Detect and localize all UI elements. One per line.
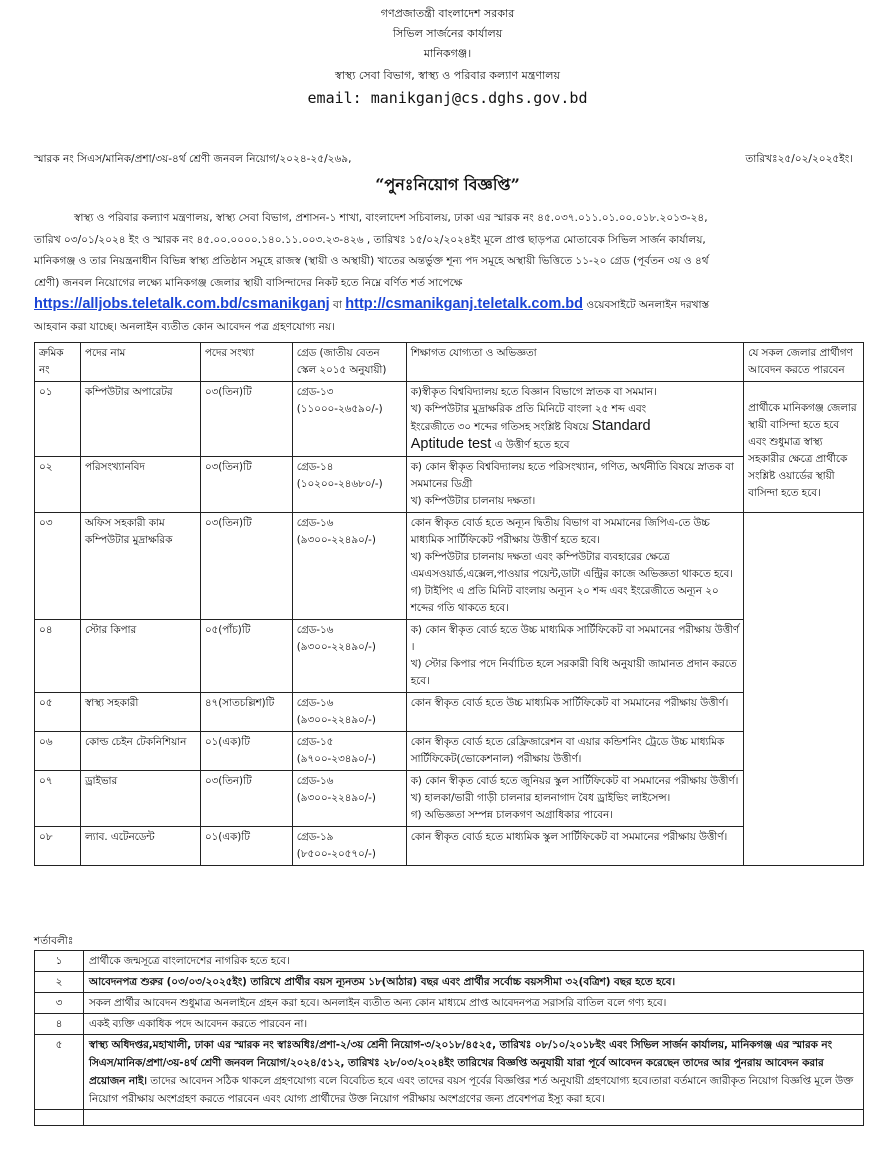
grade-label: গ্রেড-১৬ (296, 697, 334, 709)
office-email: email: manikganj@cs.dghs.gov.bd (307, 89, 588, 107)
qualification-line (411, 418, 739, 436)
conditions-label: শর্তাবলীঃ (34, 935, 74, 947)
links-suffix: ওয়েবসাইটে অনলাইন দরখাস্ত (582, 299, 710, 311)
memo-date: তারিখঃ২৫/০২/২০২৫ইং। (745, 153, 853, 165)
intro-line: শ্রেণী) জনবল নিয়োগের লক্ষ্যে মানিকগঞ্জ জেলার স্থায়ী বাসিন্দাদের নিকট হতে নিম্নে বর্ণিত শর্ত সাপেক্ষে (34, 276, 463, 289)
cell-serial: ০৭ (35, 771, 81, 827)
cell-grade (292, 620, 406, 693)
page-title: “পুনঃনিয়োগ বিজ্ঞপ্তি” (375, 175, 520, 194)
col-count: পদের সংখ্যা (200, 343, 292, 382)
cell-grade (292, 457, 406, 513)
condition-row (35, 972, 864, 993)
condition-text: সকল প্রার্থীর আবেদন শুধুমাত্র অনলাইনে গ্রহন করা হবে। অনলাইন ব্যতীত অন্য কোন মাধ্যমে প্রাপ্ত আবেদনপত্র সরাসরি বাতিল বলে গণ্য হবে। (84, 993, 864, 1014)
col-post: পদের নাম (80, 343, 200, 382)
grade-label: গ্রেড-১৬ (296, 624, 334, 636)
qualification-line: গ) অভিজ্ঞতা সম্পন্ন চালকগণ অগ্রাধিকার পাবেন। (410, 809, 613, 821)
condition-text: একই ব্যক্তি একাধিক পদে আবেদন করতে পারবেন না। (84, 1014, 864, 1035)
teletalk-link[interactable]: http://csmanikganj.teletalk.com.bd (345, 296, 583, 312)
grade-label: গ্রেড-১৩ (296, 386, 334, 398)
table-header-row (35, 343, 864, 382)
grade-label: গ্রেড-১৪ (296, 461, 334, 473)
cell-post: স্বাস্থ্য সহকারী (80, 693, 200, 732)
cell-qualification (406, 457, 743, 513)
condition-number: ৩ (35, 993, 84, 1014)
condition-plain-text: তাদের আবেদন সঠিক থাকলে গ্রহণযোগ্য বলে বিবেচিত হবে এবং তাদের বয়স পূর্বের বিজ্ঞপ্তির শর্ত অনুযায়ী গ্রহণযোগ্য হবে।তারা বর্তমানে জারীকৃত নিয়োগ বিজ্ঞপ্তি মূলে উক্ত নিয়োগ পরীক্ষায় অংশগ্রহণ করতে পারবেন এবং যোগ্য প্রার্থীদের উক্ত নিয়োগ পরীক্ষায় অংশগ্রণের জন্য প্রবেশপত্র ইস্যু করা হবে। (89, 1075, 854, 1105)
table-row (35, 693, 864, 732)
condition-text (84, 1035, 864, 1110)
cell-serial: ০৫ (35, 693, 81, 732)
cell-qualification (406, 620, 743, 693)
table-row (35, 382, 864, 457)
cell-serial: ০৪ (35, 620, 81, 693)
qualification-line: গ) টাইপিং এ প্রতি মিনিট বাংলায় অন্যূন ২০ শব্দ এবং ইংরেজীতে অন্যূন ২০ শব্দের গতি থাকতে হবে। (410, 585, 719, 614)
cell-grade (292, 771, 406, 827)
cell-grade (292, 382, 406, 457)
qualification-line: খ) স্টোর কিপার পদে নির্বাচিত হলে সরকারী বিধি অনুযায়ী জামানত প্রদান করতে হবে। (410, 658, 737, 687)
cell-post: পরিসংখ্যানবিদ (80, 457, 200, 513)
condition-row (35, 1110, 864, 1126)
cell-qualification (406, 771, 743, 827)
cell-serial: ০২ (35, 457, 81, 513)
qualification-line: কোন স্বীকৃত বোর্ড হতে রেফ্রিজারেশন বা এয়ার কন্ডিশনিং ট্রেডে উচ্চ মাধ্যমিক সার্টিফিকেট(ভোকেশনাল) পরীক্ষায় উত্তীর্ণ। (410, 736, 725, 765)
intro-links-line (34, 294, 864, 317)
cell-qualification (406, 732, 743, 771)
condition-row (35, 1035, 864, 1110)
cell-post: ড্রাইভার (80, 771, 200, 827)
grade-label: গ্রেড-১৫ (296, 736, 334, 748)
qualification-line: ক)স্বীকৃত বিশ্ববিদ্যালয় হতে বিজ্ঞান বিভাগে স্নাতক বা সমমান। (410, 386, 657, 398)
cell-qualification (406, 513, 743, 620)
condition-row (35, 1014, 864, 1035)
qualification-text: ইংরেজীতে ৩০ শব্দের গতিসহ সংশ্লিষ্ট বিষয়ে (410, 421, 592, 433)
cell-grade (292, 732, 406, 771)
table-row (35, 771, 864, 827)
pay-scale: (৯৩০০-২২৪৯০/-) (296, 792, 376, 804)
pay-scale: (১০২০০-২৪৬৮০/-) (296, 478, 383, 490)
link-connector: বা (329, 299, 346, 311)
cell-serial: ০১ (35, 382, 81, 457)
cell-serial: ০৮ (35, 827, 81, 866)
condition-row (35, 993, 864, 1014)
pay-scale: (৯৩০০-২২৪৯০/-) (296, 534, 376, 546)
grade-label: গ্রেড-১৬ (296, 775, 334, 787)
cell-count: ০৩(তিন)টি (200, 382, 292, 457)
cell-post: ল্যাব. এটেনডেন্ট (80, 827, 200, 866)
cell-post: কম্পিউটার অপারেটর (80, 382, 200, 457)
condition-bold-text: আবেদনপত্র শুরুর (০৩/০৩/২০২৫ইং) তারিখে প্রার্থীর বয়স ন্যূনতম ১৮(আঠার) বছর এবং প্রার্থীর সর্বোচ্চ বয়সসীমা ৩২(বত্রিশ) বছর হতে হবে। (89, 976, 676, 988)
cell-serial: ০৩ (35, 513, 81, 620)
col-districts: যে সকল জেলার প্রার্থীগণ আবেদন করতে পারবেন (744, 343, 864, 382)
condition-text (84, 1110, 864, 1126)
condition-number (35, 1110, 84, 1126)
cell-count: ০৩(তিন)টি (200, 771, 292, 827)
office-location: মানিকগঞ্জ। (423, 47, 472, 60)
cell-qualification (406, 382, 743, 457)
qualification-line: কোন স্বীকৃত বোর্ড হতে অন্যূন দ্বিতীয় বিভাগ বা সমমানের জিপিএ-তে উচ্চ মাধ্যমিক সার্টিফিকেট পরীক্ষায় উত্তীর্ণ হতে হবে। (410, 517, 710, 546)
qualification-line: খ) কম্পিউটার মুদ্রাক্ষরিক প্রতি মিনিটে বাংলা ২৫ শব্দ এবং (410, 403, 647, 415)
qualification-line (411, 436, 739, 454)
cell-districts-empty (744, 513, 864, 866)
cell-districts: প্রার্থীকে মানিকগঞ্জ জেলার স্থায়ী বাসিন্দা হতে হবে এবং শুধুমাত্র স্বাস্থ্য সহকারীর ক্ষেত্রে প্রার্থীকে সংশ্লিষ্ট ওয়ার্ডের স্থায়ী বাসিন্দা হতে হবে। (744, 382, 864, 513)
intro-line: স্বাস্থ্য ও পরিবার কল্যাণ মন্ত্রণালয়, স্বাস্থ্য সেবা বিভাগ, প্রশাসন-১ শাখা, বাংলাদেশ সচিবালয়, ঢাকা এর স্মারক নং ৪৫.০৩৭.০১১.০১.০০.০১৮.২০১৩-২৪, (74, 212, 708, 224)
grade-label: গ্রেড-১৬ (296, 517, 334, 529)
condition-number: ১ (35, 951, 84, 972)
qualification-line: খ) কম্পিউটার চালনায় দক্ষতা। (410, 495, 536, 507)
col-serial: ক্রমিক নং (35, 343, 81, 382)
cell-qualification (406, 827, 743, 866)
cell-count: ০৩(তিন)টি (200, 457, 292, 513)
qualification-line: ক) কোন স্বীকৃত বোর্ড হতে জুনিয়র স্কুল সার্টিফিকেট বা সমমানের পরীক্ষায় উত্তীর্ণ। (410, 775, 739, 787)
condition-number: ৪ (35, 1014, 84, 1035)
cell-count: ৪৭(সাতচল্লিশ)টি (200, 693, 292, 732)
qualification-line: কোন স্বীকৃত বোর্ড হতে মাধ্যমিক স্কুল সার্টিফিকেট বা সমমানের পরীক্ষায় উত্তীর্ণ। (410, 831, 728, 843)
ministry-name: স্বাস্থ্য সেবা বিভাগ, স্বাস্থ্য ও পরিবার কল্যাণ মন্ত্রণালয় (335, 69, 560, 82)
jobs-table (34, 342, 864, 866)
qualification-line: খ) কম্পিউটার চালনায় দক্ষতা এবং কম্পিউটার ব্যবহারের ক্ষেত্রে এমএসওয়ার্ড,এক্সেল,পাওয়ার পয়েন্ট,ডাটা এন্ট্রির কাজে অভিজ্ঞতা থাকতে হবে। (410, 551, 733, 580)
qualification-en: Aptitude test (410, 436, 492, 452)
qualification-text: এ উত্তীর্ণ হতে হবে (491, 439, 570, 451)
condition-row (35, 951, 864, 972)
office-name: সিভিল সার্জনের কার্যালয় (392, 27, 503, 40)
cell-count: ০৫(পাঁচ)টি (200, 620, 292, 693)
conditions-table (34, 950, 864, 1126)
cell-qualification (406, 693, 743, 732)
grade-label: গ্রেড-১৯ (296, 831, 334, 843)
qualification-line: কোন স্বীকৃত বোর্ড হতে উচ্চ মাধ্যমিক সার্টিফিকেট বা সমমানের পরীক্ষায় উত্তীর্ণ। (410, 697, 729, 709)
qualification-line: খ) হালকা/ভারী গাড়ী চালনার হালনাগাদ বৈধ ড্রাইভিং লাইসেন্স। (410, 792, 671, 804)
col-grade: গ্রেড (জাতীয় বেতন স্কেল ২০১৫ অনুযায়ী) (292, 343, 406, 382)
condition-bold-text: স্বাস্থ্য অধিদপ্তর,মহাখালী, ঢাকা এর স্মারক নং স্বাঃঅধিঃ/প্রশা-২/৩য় শ্রেনী নিয়োগ-৩/২০১৮/৪৫২৫, তারিখঃ ০৮/১০/২০১৮ইং এবং সিভিল সার্জন কার্যালয়, মানিকগঞ্জ এর স্মারক নং সিএস/মানিক/প্রশা/৩য়-৪র্থ শ্রেণী জনবল নিয়োগ/২০২৪/৫১২, তারিখঃ ২৮/০৩/২০২৪ইং তারিখের বিজ্ঞপ্তি অনুযায়ী যারা পূর্বে আবেদন করেছেন তাদের আর পুনরায় আবেদন করার প্রয়োজন নাই। (89, 1039, 833, 1087)
condition-number: ২ (35, 972, 84, 993)
pay-scale: (১১০০০-২৬৫৯০/-) (296, 403, 383, 415)
qualification-line: ক) কোন স্বীকৃত বিশ্ববিদ্যালয় হতে পরিসংখ্যান, গণিত, অর্থনীতি বিষয়ে স্নাতক বা সমমানের ডিগ্রী (410, 461, 734, 490)
cell-count: ০১(এক)টি (200, 827, 292, 866)
alljobs-link[interactable]: https://alljobs.teletalk.com.bd/csmanikganj (34, 296, 330, 312)
pay-scale: (৯৩০০-২২৪৯০/-) (296, 714, 376, 726)
table-row (35, 513, 864, 620)
intro-line: মানিকগঞ্জ ও তার নিয়ন্ত্রনাধীন বিভিন্ন স্বাস্থ্য প্রতিষ্ঠান সমূহে রাজস্ব (স্থায়ী ও অস্থায়ী) খাতের অন্তর্ভুক্ত শূন্য পদ সমূহে অস্থায়ী ভিত্তিতে ১১-২০ গ্রেড (পূর্বতন ৩য় ও ৪র্থ (34, 255, 709, 267)
intro-line: তারিখ ০৩/০১/২০২৪ ইং ও স্মারক নং ৪৫.০০.০০০০.১৪০.১১.০০৩.২৩-৪২৬ , তারিখঃ ১৫/০২/২০২৪ইং মূলে প্রাপ্ত ছাড়পত্র মোতাবেক সিভিল সার্জন কার্যালয়, (34, 233, 706, 246)
cell-grade (292, 827, 406, 866)
intro-line: আহবান করা যাচ্ছে। অনলাইন ব্যতীত কোন আবেদন পত্র গ্রহণযোগ্য নয়। (34, 320, 335, 333)
condition-text (84, 972, 864, 993)
col-qualification: শিক্ষাগত যোগ্যতা ও অভিজ্ঞতা (406, 343, 743, 382)
govt-name: গণপ্রজাতন্ত্রী বাংলাদেশ সরকার (380, 7, 515, 20)
table-row (35, 457, 864, 513)
cell-grade (292, 513, 406, 620)
pay-scale: (৮৫০০-২০৫৭০/-) (296, 848, 376, 860)
intro-paragraph (34, 208, 864, 338)
qualification-en: Standard (591, 418, 651, 434)
cell-serial: ০৬ (35, 732, 81, 771)
cell-post: স্টোর কিপার (80, 620, 200, 693)
pay-scale: (৯৭০০-২৩৪৯০/-) (296, 753, 376, 765)
condition-number: ৫ (35, 1035, 84, 1110)
cell-count: ০১(এক)টি (200, 732, 292, 771)
memo-number: স্মারক নং সিএস/মানিক/প্রশা/৩য়-৪র্থ শ্রেণী জনবল নিয়োগ/২০২৪-২৫/২৬৯, (34, 153, 352, 165)
cell-grade (292, 693, 406, 732)
cell-post: অফিস সহকারী কাম কম্পিউটার মুদ্রাক্ষরিক (80, 513, 200, 620)
cell-post: কোল্ড চেইন টেকনিশিয়ান (80, 732, 200, 771)
qualification-line: ক) কোন স্বীকৃত বোর্ড হতে উচ্চ মাধ্যমিক সার্টিফিকেট বা সমমানের পরীক্ষায় উত্তীর্ণ । (410, 624, 740, 653)
condition-text: প্রার্থীকে জন্মসূত্রে বাংলাদেশের নাগরিক হতে হবে। (84, 951, 864, 972)
table-row (35, 620, 864, 693)
table-row (35, 827, 864, 866)
cell-count: ০৩(তিন)টি (200, 513, 292, 620)
pay-scale: (৯৩০০-২২৪৯০/-) (296, 641, 376, 653)
table-row (35, 732, 864, 771)
